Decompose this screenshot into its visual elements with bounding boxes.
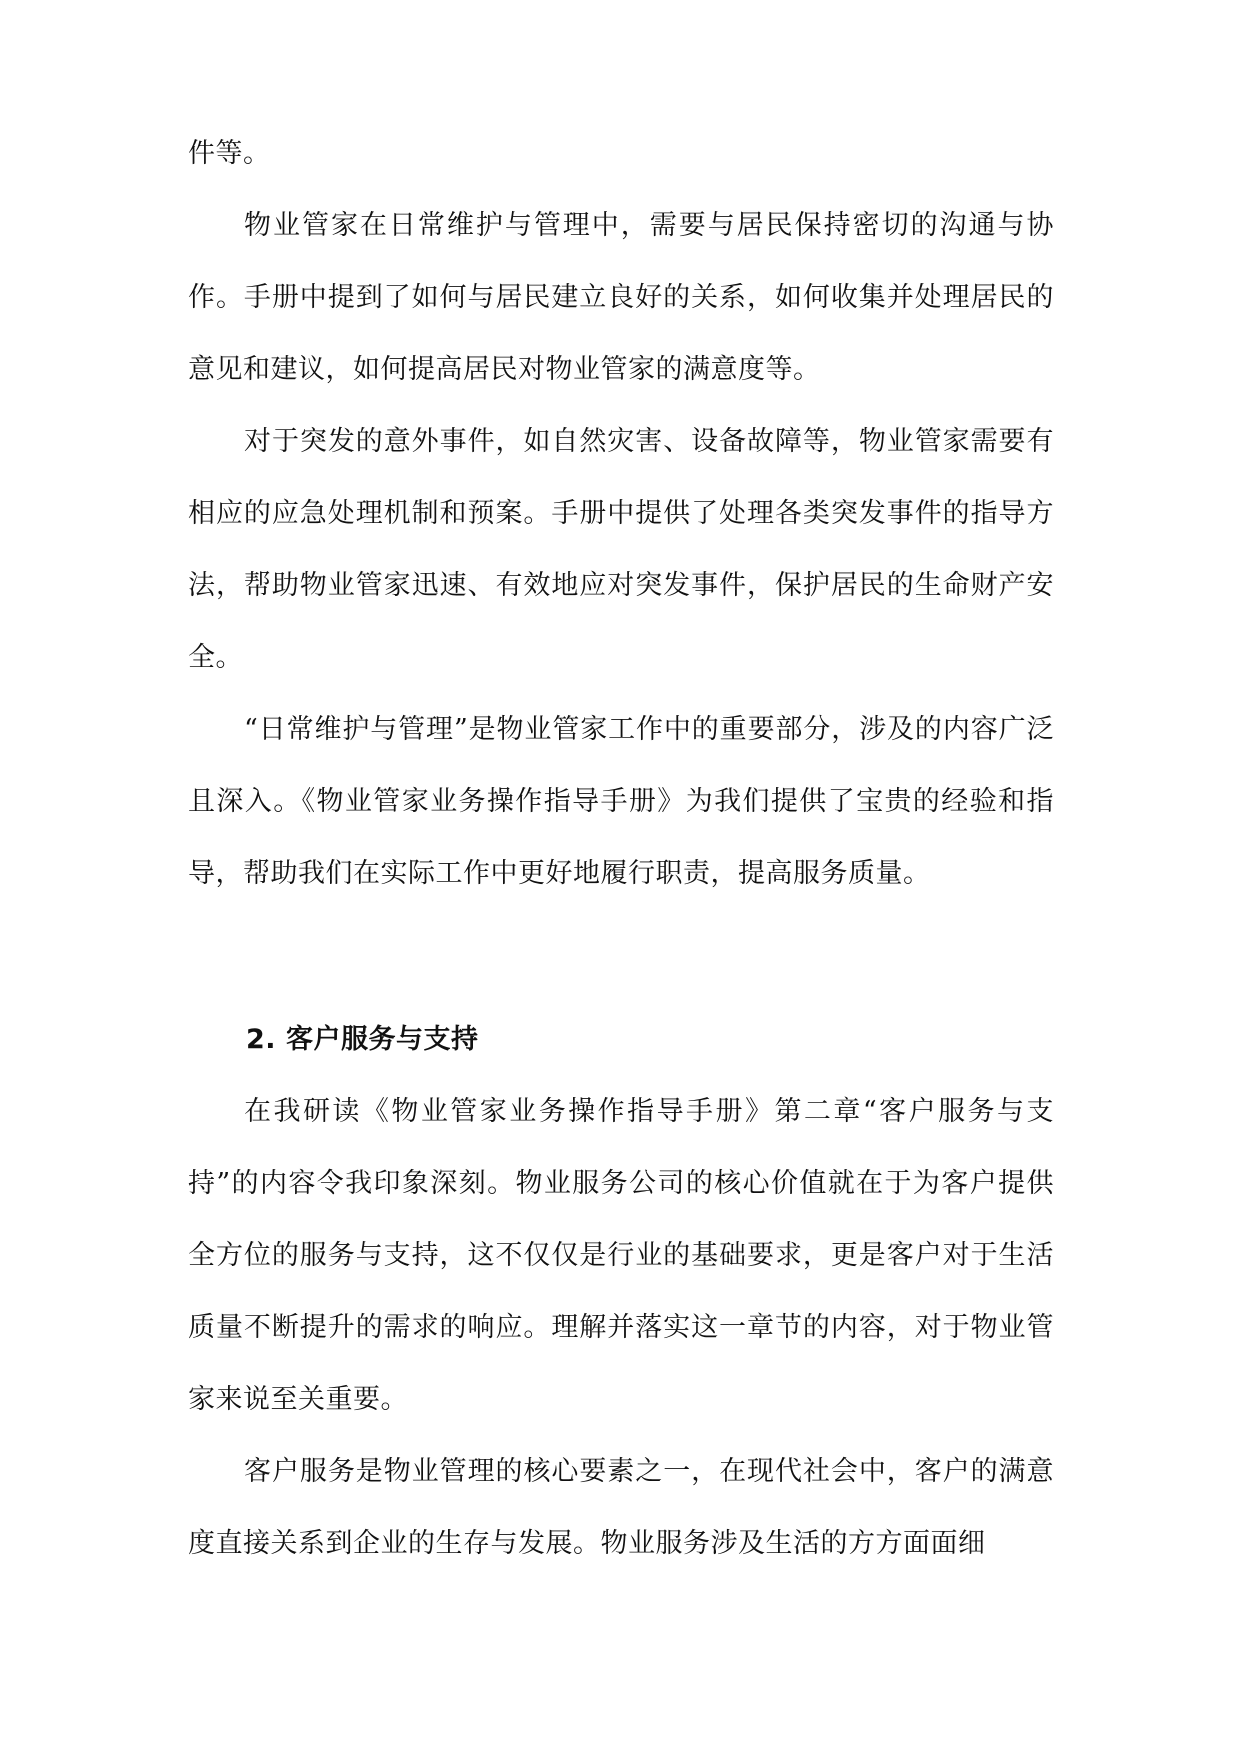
section-heading: 2. 客户服务与支持 [246,1024,479,1055]
paragraph-emergency: 对于突发的意外事件，如自然灾害、设备故障等，物业管家需要有相应的应急处理机制和预案。手册中提供了处理各类突发事件的指导方法，帮助物业管家迅速、有效地应对突发事件，保护居民的生命财产安全。 [188,426,1054,673]
paragraph-continuation: 件等。 [188,138,271,169]
paragraph-customer-service-intro: 在我研读《物业管家业务操作指导手册》第二章“客户服务与支持”的内容令我印象深刻。物业服务公司的核心价值就在于为客户提供全方位的服务与支持，这不仅仅是行业的基础要求，更是客户对于生活质量不断提升的需求的响应。理解并落实这一章节的内容，对于物业管家来说至关重要。 [188,1096,1054,1415]
paragraph-customer-service-core: 客户服务是物业管理的核心要素之一，在现代社会中，客户的满意度直接关系到企业的生存与发展。物业服务涉及生活的方方面面细 [188,1456,1054,1559]
paragraph-summary: “日常维护与管理”是物业管家工作中的重要部分，涉及的内容广泛且深入。《物业管家业务操作指导手册》为我们提供了宝贵的经验和指导，帮助我们在实际工作中更好地履行职责，提高服务质量。 [188,714,1054,889]
paragraph-communication: 物业管家在日常维护与管理中，需要与居民保持密切的沟通与协作。手册中提到了如何与居民建立良好的关系，如何收集并处理居民的意见和建议，如何提高居民对物业管家的满意度等。 [188,210,1054,385]
